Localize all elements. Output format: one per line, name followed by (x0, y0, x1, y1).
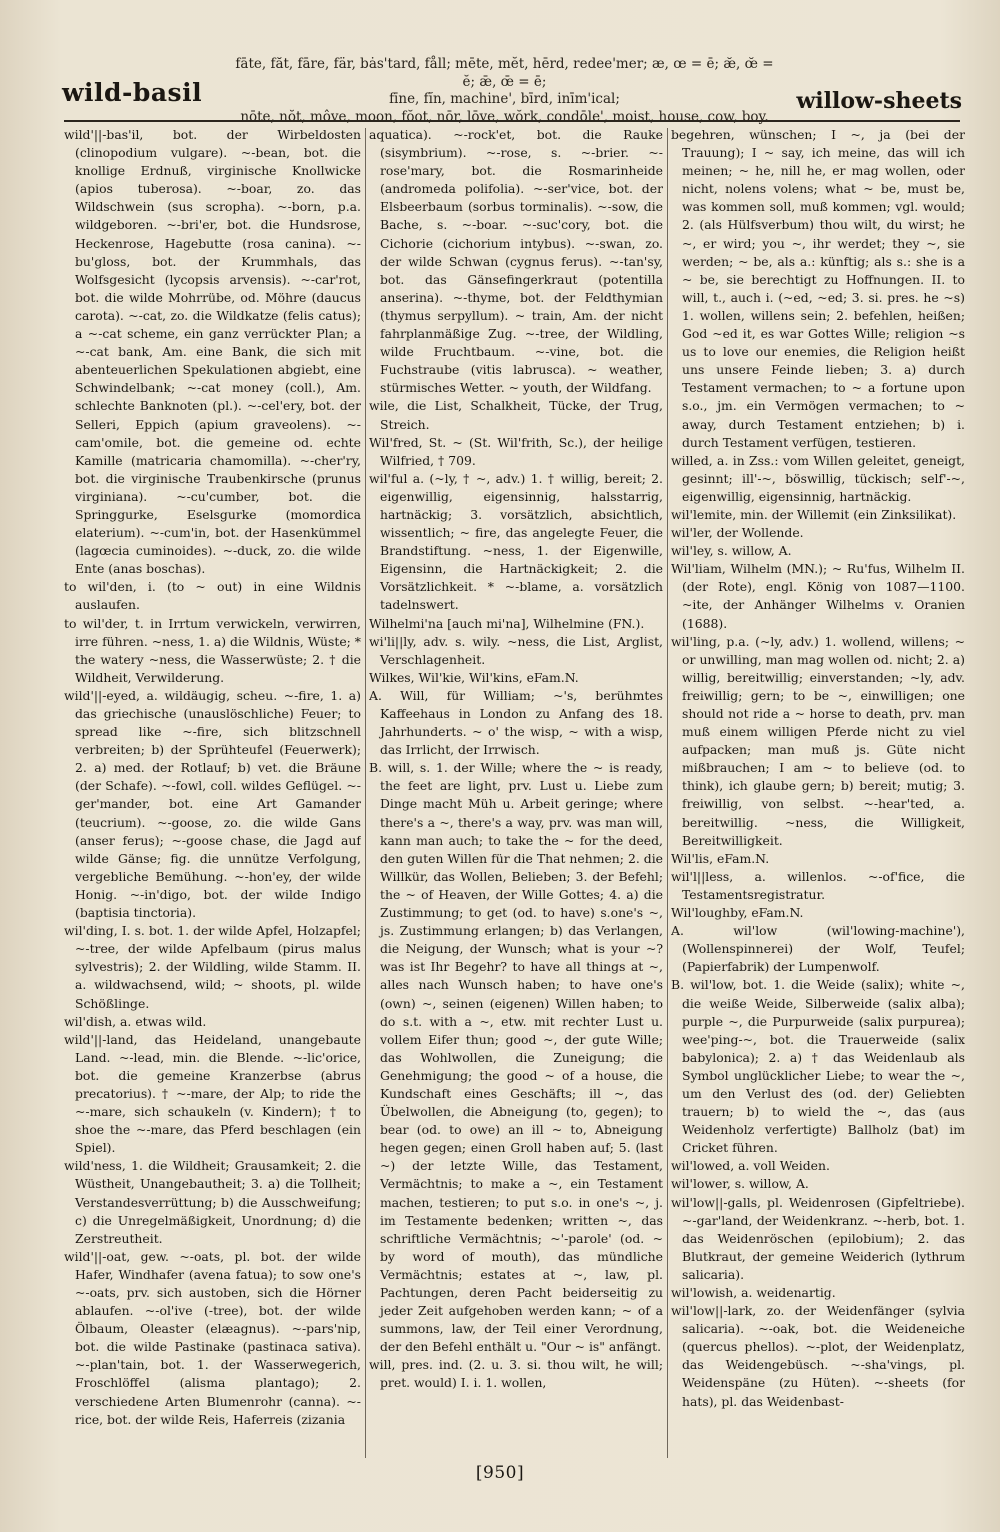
pronunciation-key-line-2: fīne, fĭn, machine', bīrd, inīm'ical; (389, 91, 620, 107)
page-number: [950] (475, 1463, 525, 1483)
dictionary-entry: wild'||-oat, gew. ~-oats, pl. bot. der wilde Hafer, Windhafer (avena fatua); to sow one's ~-oats, prv. sich austoben, sich die Hörner ablaufen. ~-ol'ive (-tree), bot. der wilde Ölbaum, Oleaster (elæagnus). ~-pars'nip, bot. die wilde Pastinake (pastinaca sativa). ~-plan'tain, bot. 1. der Wasserwegerich, Froschlöffel (alisma plantago); 2. verschiedene Arten Blumenrohr (canna). ~-rice, bot. der wilde Reis, Haferreis (zizania (64, 1248, 361, 1427)
dictionary-entry: wil'low||-galls, pl. Weidenrosen (Gipfeltriebe). ~-gar'land, der Weidenkranz. ~-herb, bot. 1. das Weidenröschen (epilobium); 2. das Blutkraut, der gemeine Weiderich (lythrum salicaria). (671, 1194, 965, 1282)
dictionary-entry: B. will, s. 1. der Wille; where the ~ is ready, the feet are light, prv. Lust u. Liebe zum Dinge macht Müh u. Arbeit geringe; where there's a ~, there's a way, prv. was man will, kann man auch; to take the ~ for the deed, den guten Willen für die That nehmen; 2. die Willkür, das Wollen, Belieben; 3. der Befehl; the ~ of Heaven, der Wille Gottes; 4. a) die Zustimmung; to get (od. to have) s.one's ~, js. Zustimmung erlangen; b) das Verlangen, die Neigung, der Wunsch; what is your ~? was ist Ihr Begehr? to have all things at ~, alles nach Wunsch haben; to have one's (own) ~, seinen (eigenen) Willen haben; to do s.t. with a ~, etw. mit rechter Lust u. vollem Eifer thun; good ~, der gute Wille; das Wohlwollen, die Zuneigung; die Genehmigung; the good ~ of a house, die Kundschaft eines Geschäfts; ill ~, das Übelwollen, die Abneigung (to, gegen); to bear (od. to owe) an ill ~ to, Abneigung hegen gegen; einen Groll haben auf; 5. (last ~) der letzte Wille, das Testament, Vermächtnis; to make a ~, ein Testament machen, testieren; to put s.o. in one's ~, j. im Testamente bedenken; written ~, das schriftliche Vermächtnis; ~'-parole' (od. ~ by word of mouth), das mündliche Vermächtnis; estates at ~, law, pl. Pachtungen, deren Pacht beiderseitig zu jeder Zeit aufgehoben werden kann; ~ of a summons, law, der Teil einer Verordnung, der den Befehl enthält u. "Our ~ is" anfängt. (369, 760, 663, 1355)
column-1 (64, 126, 361, 1461)
dictionary-entry: wil'ful a. (~ly, † ~, adv.) 1. † willig, bereit; 2. eigenwillig, eigensinnig, halsstarrig, hartnäckig; 3. vorsätzlich, absichtlich, wissentlich; ~ fire, das angelegte Feuer, die Brandstiftung. ~ness, 1. der Eigenwille, Eigensinn, die Hartnäckigkeit; 2. die Vorsätzlichkeit. * ~-blame, a. vorsätzlich tadelnswert. (369, 470, 663, 613)
dictionary-entry: wil'ler, der Wollende. (671, 525, 804, 541)
column-separator-2 (667, 128, 668, 1458)
dictionary-entry: wild'||-bas'il, bot. der Wirbeldosten (clinopodium vulgare). ~-bean, bot. die knollige Erdnuß, virginische Knollwicke (apios tuberosa). ~-boar, zo. das Wildschwein (sus scropha). ~-born, p.a. wildgeboren. ~-bri'er, bot. die Hundsrose, Heckenrose, Hagebutte (rosa canina). ~-bu'gloss, bot. der Krummhals, das Wolfsgesicht (lycopsis arvensis). ~-car'rot, bot. die wilde Mohrrübe, od. Möhre (daucus carota). ~-cat, zo. die Wildkatze (felis catus); a ~-cat scheme, ein ganz verrückter Plan; a ~-cat bank, Am. eine Bank, die sich mit abenteuerlichen Spekulationen abgiebt, eine Schwindelbank; ~-cat money (coll.), Am. schlechte Banknoten (pl.). ~-cel'ery, bot. der Selleri, Eppich (apium graveolens). ~-cam'omile, bot. die gemeine od. echte Kamille (matricaria chamomilla). ~-cher'ry, bot. die virginische Traubenkirsche (prunus virginiana). ~-cu'cumber, bot. die Springgurke, Eselsgurke (momordica elaterium). ~-cum'in, bot. der Hasenkümmel (lagœcia cuminoides). ~-duck, zo. die wilde Ente (anas boschas). (64, 127, 361, 577)
dictionary-entry: wild'||-eyed, a. wildäugig, scheu. ~-fire, 1. a) das griechische (unauslöschliche) Feuer; to spread like ~-fire, sich blitzschnell verbreiten; b) der Sprühteufel (Feuerwerk); 2. a) med. der Rotlauf; b) vet. die Bräune (der Schafe). ~-fowl, coll. wildes Geflügel. ~-ger'mander, bot. eine Art Gamander (teucrium). ~-goose, zo. die wilde Gans (anser ferus); ~-goose chase, die Jagd auf wilde Gänse; fig. die unnütze Verfolgung, vergebliche Bemühung. ~-hon'ey, der wilde Honig. ~-in'digo, bot. der wilde Indigo (baptisia tinctoria). (64, 687, 361, 921)
dictionary-entry: A. Will, für William; ~'s, berühmtes Kaffeehaus in London zu Anfang des 18. Jahrhunderts. ~ o' the wisp, ~ with a wisp, das Irrlicht, der Irrwisch. (369, 687, 663, 758)
dictionary-entry: wile, die List, Schalkheit, Tücke, der Trug, Streich. (369, 398, 663, 432)
dictionary-entry: Wil'liam, Wilhelm (MN.); ~ Ru'fus, Wilhelm II. (der Rote), engl. König von 1087—1100. ~ite, der Anhänger Wilhelms v. Oranien (1688). (671, 561, 965, 631)
dictionary-entry: wil'low||-lark, zo. der Weidenfänger (sylvia salicaria). ~-oak, bot. die Weideneiche (quercus phellos). ~-plot, der Weidenplatz, das Weidengebüsch. ~-sha'vings, pl. Weidenspäne (zu Hüten). ~-sheets (for hats), pl. das Weidenbast- (671, 1303, 965, 1409)
pronunciation-key (232, 56, 777, 126)
column-3 (671, 126, 965, 1461)
dictionary-entry: aquatica). ~-rock'et, bot. die Rauke (sisymbrium). ~-rose, s. ~-brier. ~-rose'mary, bot. die Rosmarinheide (andromeda polifolia). ~-ser'vice, bot. der Elsbeerbaum (sorbus torminalis). ~-sow, die Bache, s. ~-boar. ~-suc'cory, bot. die Cichorie (cichorium intybus). ~-swan, zo. der wilde Schwan (cygnus ferus). ~-tan'sy, bot. das Gänsefingerkraut (potentilla anserina). ~-thyme, bot. der Feldthymian (thymus serpyllum). ~ train, Am. der nicht fahrplanmäßige Zug. ~-tree, der Wildling, wilde Fruchtbaum. ~-vine, bot. die Fuchstraube (vitis labrusca). ~ weather, stürmisches Wetter. ~ youth, der Wildfang. (369, 127, 663, 396)
column-2 (369, 126, 663, 1461)
header-rule (64, 120, 960, 122)
guide-word-left: wild-basil (62, 78, 203, 107)
dictionary-entry: wil'ling, p.a. (~ly, adv.) 1. wollend, willens; ~ or unwilling, man mag wollen od. nicht; 2. a) willig, bereitwillig; einverstanden; ~ly, adv. freiwillig; gern; to be ~, einwilligen; one should not ride a ~ horse to death, prv. man muß einem willigen Pferde nicht zu viel aufpacken; man muß js. Güte nicht mißbrauchen; I am ~ to believe (od. to think), ich glaube gern; b) bereit; mutig; 3. freiwillig, von selbst. ~-hear'ted, a. bereitwillig. ~ness, die Willigkeit, Bereitwilligkeit. (671, 633, 965, 848)
dictionary-entry: to wil'der, t. in Irrtum verwickeln, verwirren, irre führen. ~ness, 1. a) die Wildnis, Wüste; * the watery ~ness, die Wasserwüste; 2. † die Wildheit, Verwilderung. (64, 615, 361, 685)
dictionary-entry: wil'lower, s. willow, A. (671, 1176, 809, 1192)
column-separator-1 (365, 128, 366, 1458)
dictionary-entry: Wilhelmi'na [auch mi'na], Wilhelmine (FN.). (369, 615, 645, 631)
dictionary-entry: Wil'lis, eFam.N. (671, 850, 770, 866)
dictionary-entry: to wil'den, i. (to ~ out) in eine Wildnis auslaufen. (64, 579, 361, 613)
dictionary-entry: wil'lemite, min. der Willemit (ein Zinksilikat). (671, 506, 957, 522)
guide-word-right: willow-sheets (796, 88, 962, 114)
dictionary-entry: will, pres. ind. (2. u. 3. si. thou wilt, he will; pret. would) I. i. 1. wollen, (369, 1357, 663, 1391)
dictionary-entry: Wilkes, Wil'kie, Wil'kins, eFam.N. (369, 669, 579, 685)
dictionary-entry: wil'ley, s. willow, A. (671, 543, 792, 559)
dictionary-entry: wild'ness, 1. die Wildheit; Grausamkeit; 2. die Wüstheit, Unangebautheit; 3. a) die Tollheit; Verstandesverrüttung; b) die Ausschweifung; c) die Unregelmäßigkeit, Unordnung; d) die Zerstreutheit. (64, 1158, 361, 1246)
dictionary-entry: B. wil'low, bot. 1. die Weide (salix); white ~, die weiße Weide, Silberweide (salix alba); purple ~, die Purpurweide (salix purpurea); wee'ping-~, bot. die Trauerweide (salix babylonica); 2. a) † das Weidenlaub als Symbol unglücklicher Liebe; to wear the ~, um den Verlust des (od. der) Geliebten trauern; b) to wield the ~, das (aus Weidenholz verfertigte) Ballholz (bat) im Cricket führen. (671, 977, 965, 1156)
pronunciation-key-line-3: nōte, nŏt, môve, moon, fŏot, nōr, lōve, wŏrk, condōle', moist, house, cow, boy. (240, 108, 769, 125)
dictionary-entry: wil'ding, I. s. bot. 1. der wilde Apfel, Holzapfel; ~-tree, der wilde Apfelbaum (pirus malus sylvestris); 2. der Wildling, wilde Stamm. II. a. wildwachsend, wild; ~ shoots, pl. wilde Schößlinge. (64, 923, 361, 1011)
dictionary-entry: wil'l||less, a. willenlos. ~-of'fice, die Testamentsregistratur. (671, 868, 965, 902)
dictionary-entry: wi'li||ly, adv. s. wily. ~ness, die List, Arglist, Verschlagenheit. (369, 633, 663, 667)
dictionary-entry: Wil'loughby, eFam.N. (671, 905, 804, 921)
dictionary-entry: wil'lowed, a. voll Weiden. (671, 1158, 830, 1174)
dictionary-entry: wil'dish, a. etwas wild. (64, 1013, 207, 1029)
dictionary-entry: A. wil'low (wil'lowing-machine'), (Wollenspinnerei) der Wolf, Teufel; (Papierfabrik) der Lumpenwolf. (671, 923, 965, 975)
dictionary-entry: begehren, wünschen; I ~, ja (bei der Trauung); I ~ say, ich meine, das will ich meinen; ~ he, nill he, er mag wollen, oder nicht, nolens volens; what ~ be, must be, was kommen soll, muß kommen; vgl. would; 2. (als Hülfsverbum) thou wilt, du wirst; he ~, er wird; you ~, ihr werdet; they ~, sie werden; ~ be, als a.: künftig; als s.: she is a ~ be, sie berechtigt zu Hoffnungen. II. to will, t., auch i. (~ed, ~ed; 3. si. pres. he ~s) 1. wollen, willens sein; 2. befehlen, heißen; God ~ed it, es war Gottes Wille; religion ~s us to love our enemies, die Religion heißt uns unsere Feinde lieben; 3. a) durch Testament vermachen; to ~ a fortune upon s.o., jm. ein Vermögen vermachen; to ~ away, durch Testament entziehen; b) i. durch Testament verfügen, testieren. (671, 127, 965, 450)
dictionary-entry: Wil'fred, St. ~ (St. Wil'frith, Sc.), der heilige Wilfried, † 709. (369, 434, 663, 468)
dictionary-entry: willed, a. in Zss.: vom Willen geleitet, geneigt, gesinnt; ill'-~, böswillig, tückisch; self'-~, eigenwillig, eigensinnig, hartnäckig. (671, 452, 965, 504)
page-header (62, 56, 962, 125)
dictionary-entry: wild'||-land, das Heideland, unangebaute Land. ~-lead, min. die Blende. ~-lic'orice, bot. die gemeine Kranzerbse (abrus precatorius). † ~-mare, der Alp; to ride the ~-mare, sich schaukeln (v. Kindern); † to shoe the ~-mare, das Pferd beschlagen (ein Spiel). (64, 1031, 361, 1156)
pronunciation-key-line-1: fāte, făt, fāre, fär, bȧs'tard, fåll; mēte, mĕt, hērd, redee'mer; æ, œ = ē; æ̆, œ̆ = ĕ; ǣ, œ̄ = ē; (235, 56, 774, 90)
dictionary-entry: wil'lowish, a. weidenartig. (671, 1285, 836, 1300)
